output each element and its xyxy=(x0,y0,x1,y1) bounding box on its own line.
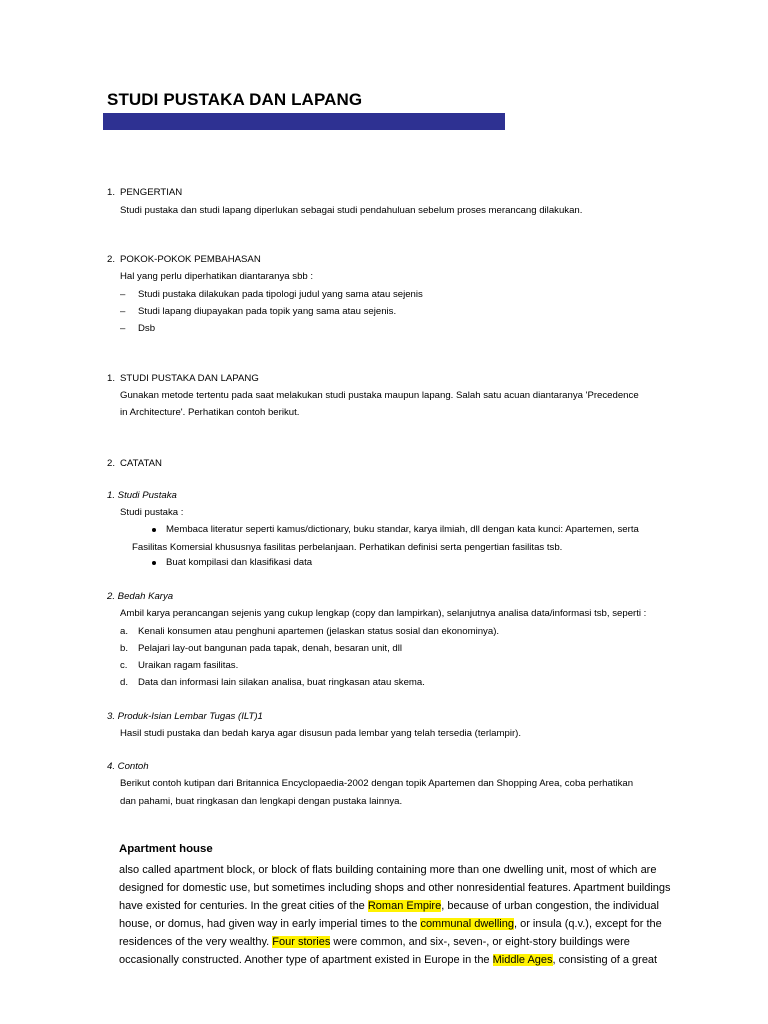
highlighted-term: communal dwelling xyxy=(420,918,514,930)
subsection-title: 4. Contoh xyxy=(107,761,149,772)
section-intro: Hal yang perlu diperhatikan diantaranya sbb : xyxy=(120,271,314,282)
article-line: residences of the very wealthy. Four stories were common, and six-, seven-, or eight-story buildings were xyxy=(119,936,630,948)
page-title: STUDI PUSTAKA DAN LAPANG xyxy=(107,90,363,109)
list-item: Kenali konsumen atau penghuni apartemen (jelaskan status sosial dan ekonominya). xyxy=(138,626,500,637)
section-number: 1. xyxy=(107,373,116,384)
title-underline-bar xyxy=(103,113,505,130)
article-line: have existed for centuries. In the great cities of the Roman Empire, because of urban congestion, the individual xyxy=(119,900,659,912)
highlighted-term: Middle Ages xyxy=(492,954,553,966)
section-heading-studi: STUDI PUSTAKA DAN LAPANG xyxy=(120,373,259,384)
bullet-item: Buat kompilasi dan klasifikasi data xyxy=(166,557,313,568)
article-heading: Apartment house xyxy=(119,843,213,855)
section-body: in Architecture'. Perhatikan contoh berikut. xyxy=(120,407,300,418)
list-item: Dsb xyxy=(138,323,156,334)
bullet-icon xyxy=(152,528,156,532)
list-item: Data dan informasi lain silakan analisa, buat ringkasan atau skema. xyxy=(138,677,425,688)
article-line: also called apartment block, or block of flats building containing more than one dwelling unit, most of which are xyxy=(119,864,657,876)
list-item: Uraikan ragam fasilitas. xyxy=(138,660,239,671)
dash-marker: – xyxy=(120,306,126,317)
subsection-body: dan pahami, buat ringkasan dan lengkapi dengan pustaka lainnya. xyxy=(120,796,403,807)
subsection-title: 3. Produk-Isian Lembar Tugas (ILT)1 xyxy=(107,711,263,722)
article-line: occasionally constructed. Another type of apartment existed in Europe in the Middle Ages, consisting of a great xyxy=(119,954,658,966)
section-heading-catatan: CATATAN xyxy=(120,458,162,469)
dash-marker: – xyxy=(120,289,126,300)
highlighted-term: Four stories xyxy=(272,936,331,948)
section-body: Gunakan metode tertentu pada saat melakukan studi pustaka maupun lapang. Salah satu acuan diantaranya 'Precedence xyxy=(120,390,639,401)
section-heading-pengertian: PENGERTIAN xyxy=(120,187,183,198)
section-heading-pokok: POKOK-POKOK PEMBAHASAN xyxy=(120,254,261,265)
subsection-intro: Ambil karya perancangan sejenis yang cukup lengkap (copy dan lampirkan), selanjutnya analisa data/informasi tsb, seperti : xyxy=(120,608,647,619)
list-item: Pelajari lay-out bangunan pada tapak, denah, besaran unit, dll xyxy=(138,643,403,654)
bullet-item-continued: Fasilitas Komersial khususnya fasilitas perbelanjaan. Perhatikan definisi serta pengertian fasilitas tsb. xyxy=(132,542,563,553)
list-marker: c. xyxy=(120,660,128,671)
subsection-body: Berikut contoh kutipan dari Britannica Encyclopaedia-2002 dengan topik Apartemen dan Shopping Area, coba perhatikan xyxy=(120,778,634,789)
section-number: 2. xyxy=(107,458,116,469)
list-marker: b. xyxy=(120,643,129,654)
list-marker: a. xyxy=(120,626,129,637)
section-number: 1. xyxy=(107,187,116,198)
article-line: designed for domestic use, but sometimes including shops and other nonresidential features. Apartment buildings xyxy=(119,882,671,894)
list-item: Studi lapang diupayakan pada topik yang sama atau sejenis. xyxy=(138,306,397,317)
subsection-body: Hasil studi pustaka dan bedah karya agar disusun pada lembar yang telah tersedia (terlampir). xyxy=(120,728,522,739)
list-marker: d. xyxy=(120,677,129,688)
article-line: house, or domus, had given way in early imperial times to the communal dwelling, or insula (q.v.), except for the xyxy=(119,918,662,930)
section-body: Studi pustaka dan studi lapang diperlukan sebagai studi pendahuluan sebelum proses merancang dilakukan. xyxy=(120,205,583,216)
section-number: 2. xyxy=(107,254,116,265)
bullet-item: Membaca literatur seperti kamus/dictionary, buku standar, karya ilmiah, dll dengan kata kunci: Apartemen, serta xyxy=(166,524,639,535)
bullet-icon xyxy=(152,561,156,565)
subsection-title: 2. Bedah Karya xyxy=(107,591,174,602)
highlighted-term: Roman Empire xyxy=(367,900,442,912)
subsection-intro: Studi pustaka : xyxy=(120,507,184,518)
list-item: Studi pustaka dilakukan pada tipologi judul yang sama atau sejenis xyxy=(138,289,423,300)
dash-marker: – xyxy=(120,323,126,334)
subsection-title: 1. Studi Pustaka xyxy=(107,490,177,501)
